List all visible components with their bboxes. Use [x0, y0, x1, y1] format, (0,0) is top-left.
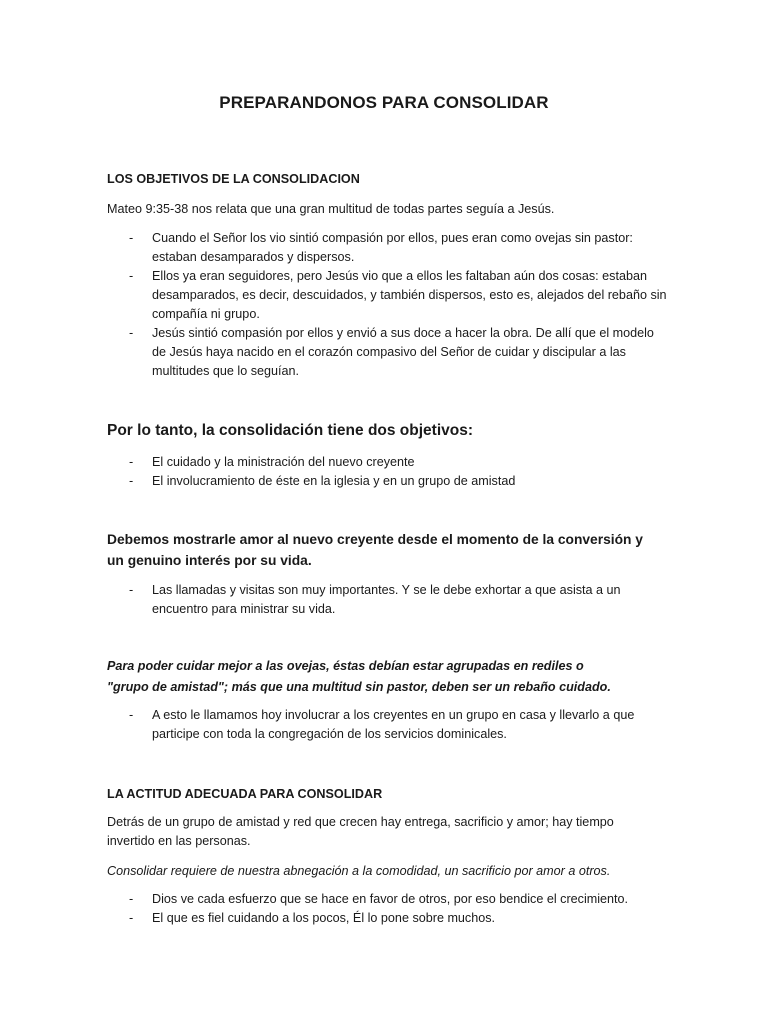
dash-bullet: -: [129, 231, 134, 245]
section-heading-actitud: LA ACTITUD ADECUADA PARA CONSOLIDAR: [107, 787, 383, 801]
list-item: - El que es fiel cuidando a los pocos, Él lo pone sobre muchos.: [107, 909, 667, 928]
actitud-paragraph: Detrás de un grupo de amistad y red que crecen hay entrega, sacrificio y amor; hay tiempo invertido en las personas.: [107, 815, 614, 848]
dash-bullet: -: [129, 708, 134, 722]
section-heading-amor: Debemos mostrarle amor al nuevo creyente desde el momento de la conversión y un genuino interés por su vida.: [107, 532, 643, 568]
dash-bullet: -: [129, 326, 134, 340]
list-item: - Cuando el Señor los vio sintió compasión por ellos, pues eran como ovejas sin pastor: estaban desamparados y dispersos.: [129, 231, 633, 264]
document-title: PREPARANDONOS PARA CONSOLIDAR: [219, 93, 549, 112]
list-item: - El cuidado y la ministración del nuevo creyente: [107, 453, 667, 472]
dash-bullet: -: [129, 269, 134, 283]
list-item: - Dios ve cada esfuerzo que se hace en favor de otros, por eso bendice el crecimiento.: [107, 890, 667, 909]
list-item: - Las llamadas y visitas son muy importantes. Y se le debe exhortar a que asista a un encuentro para ministrar su vida.: [129, 583, 621, 616]
actitud-italic-note: Consolidar requiere de nuestra abnegación a la comodidad, un sacrificio por amor a otros.: [107, 864, 611, 878]
list-item: - Jesús sintió compasión por ellos y envió a sus doce a hacer la obra. De allí que el modelo de Jesús haya nacido en el corazón compasivo del Señor de cuidar y discipular a las multitudes que lo seguían.: [129, 326, 654, 378]
actitud-list: [107, 890, 667, 928]
intro-paragraph: Mateo 9:35-38 nos relata que una gran multitud de todas partes seguía a Jesús.: [107, 202, 555, 216]
ovejas-list: [107, 706, 667, 744]
section-heading-dos-objetivos: Por lo tanto, la consolidación tiene dos objetivos:: [107, 422, 474, 439]
dos-objetivos-list: [107, 453, 667, 491]
dash-bullet: -: [129, 583, 134, 597]
list-item: - Ellos ya eran seguidores, pero Jesús vio que a ellos les faltaban aún dos cosas: estaban desamparados, es decir, descuidados, y también dispersos, esto es, alejados del rebaño sin compañía ni grupo.: [129, 269, 667, 321]
amor-list: [107, 581, 667, 619]
section-heading-ovejas: Para poder cuidar mejor a las ovejas, éstas debían estar agrupadas en rediles o "grupo de amistad"; más que una multitud sin pastor, deben ser un rebaño cuidado.: [107, 659, 611, 694]
dash-bullet: -: [129, 892, 134, 906]
dash-bullet: -: [129, 474, 134, 488]
dash-bullet: -: [129, 911, 134, 925]
objetivos-list: [107, 229, 667, 381]
section-heading-objetivos: LOS OBJETIVOS DE LA CONSOLIDACION: [107, 172, 360, 186]
list-item: - A esto le llamamos hoy involucrar a los creyentes en un grupo en casa y llevarlo a que participe con toda la congregación de los servicios dominicales.: [129, 708, 635, 741]
list-item: - El involucramiento de éste en la iglesia y en un grupo de amistad: [107, 472, 667, 491]
dash-bullet: -: [129, 455, 134, 469]
